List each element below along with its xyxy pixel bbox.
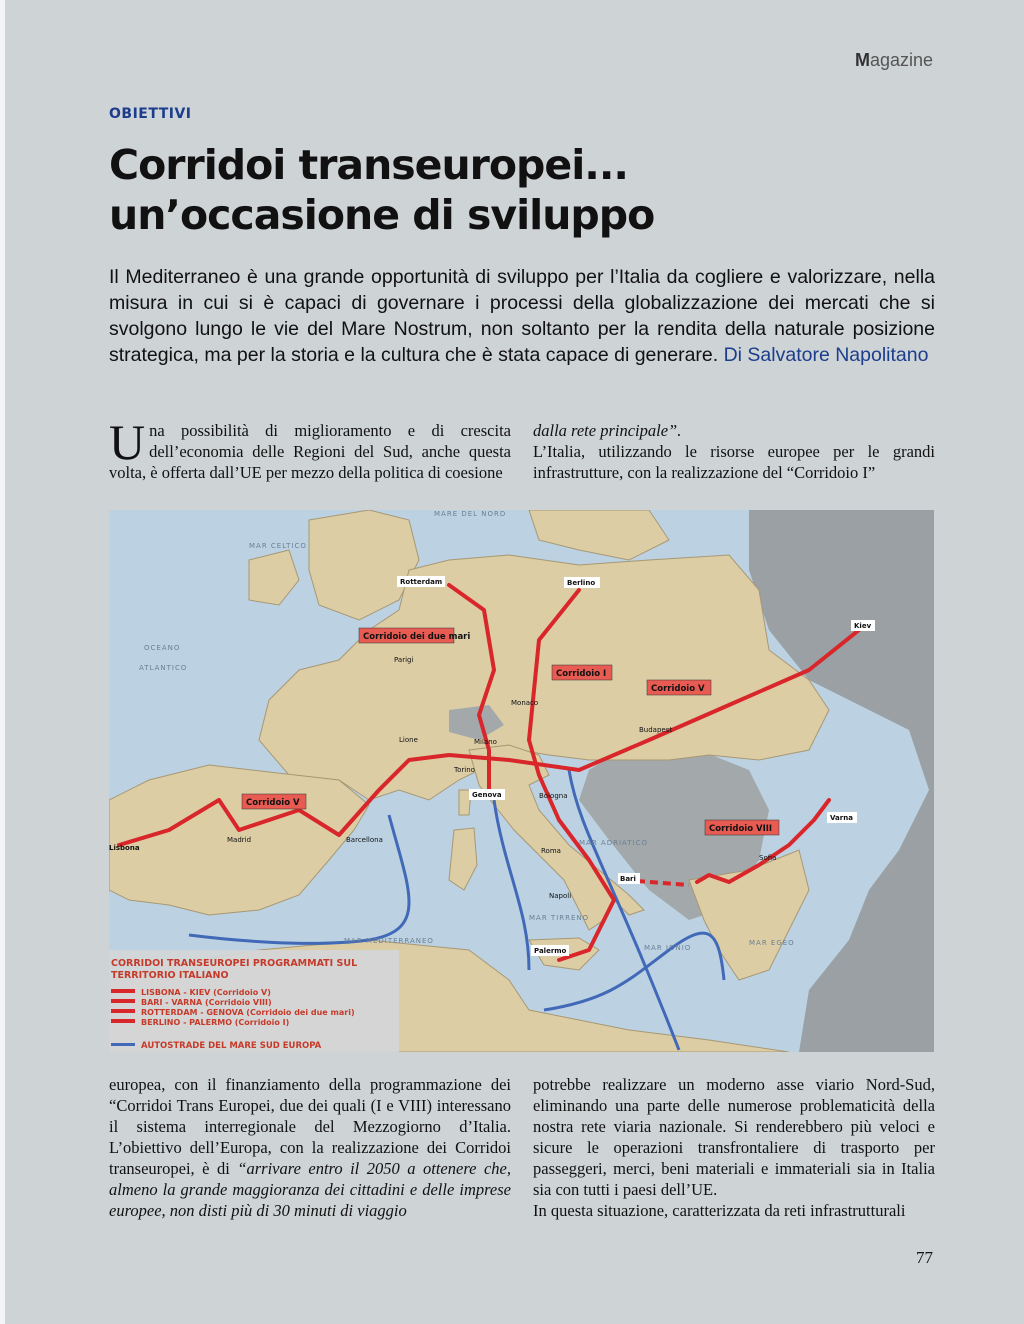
lead-author: Di Salvatore Napolitano: [723, 344, 929, 366]
legend-item-1: LISBONA - KIEV (Corridoio V): [141, 988, 271, 997]
city-milano: Milano: [474, 738, 497, 746]
city-rotterdam: Rotterdam: [400, 578, 443, 586]
city-barcellona: Barcellona: [346, 836, 383, 844]
sea-label-mar-tirreno: MAR TIRRENO: [529, 914, 590, 922]
city-lisbona: Lisbona: [109, 844, 140, 852]
city-palermo: Palermo: [534, 947, 567, 955]
magazine-header: [855, 50, 933, 71]
city-genova: Genova: [472, 791, 502, 799]
sea-label-mar-mediterraneo: MAR MEDITERRANEO: [344, 937, 434, 945]
city-budapest: Budapest: [639, 726, 673, 734]
legend-item-4: BERLINO - PALERMO (Corridoio I): [141, 1018, 290, 1027]
city-roma: Roma: [541, 847, 561, 855]
city-lione: Lione: [399, 736, 418, 744]
sea-label-mar-egeo: MAR EGEO: [749, 939, 795, 947]
city-bologna: Bologna: [539, 792, 568, 800]
city-monaco: Monaco: [511, 699, 539, 707]
city-madrid: Madrid: [227, 836, 252, 844]
sea-label-mar-adriatico: MAR ADRIATICO: [579, 839, 649, 847]
page-number: 77: [916, 1248, 933, 1267]
column-1-top-text: na possibilità di miglioramento e di crescita dell’economia delle Regioni del Sud, anche questa volta, è offerta dall’UE per mezzo della politica di coesione: [109, 421, 511, 482]
drop-cap: U: [109, 414, 146, 470]
label-corridoio-due-mari: Corridoio dei due mari: [363, 632, 471, 642]
legend-title-line-2: TERRITORIO ITALIANO: [111, 970, 229, 981]
magazine-name-rest: agazine: [869, 50, 933, 70]
title-line-2: un’occasione di sviluppo: [109, 191, 655, 239]
column-1-bottom-italic: “arrivare entro il 2050 a ottenere che, almeno la grande maggioranza dei cittadini e delle imprese europee, non disti più di 30 minuti di viaggio: [109, 1159, 511, 1220]
label-corridoio-viii: Corridoio VIII: [709, 824, 773, 834]
article-lead: [109, 264, 935, 368]
column-2-bottom: [533, 1074, 935, 1221]
legend-sea-item: AUTOSTRADE DEL MARE SUD EUROPA: [141, 1041, 322, 1051]
city-kiev: Kiev: [854, 622, 872, 630]
column-1-bottom: [109, 1074, 511, 1221]
city-bari: Bari: [620, 875, 636, 883]
sea-label-atlantico: ATLANTICO: [139, 664, 188, 672]
corridors-map: [109, 510, 934, 1052]
column-2-bottom-p1: potrebbe realizzare un moderno asse viario Nord-Sud, eliminando una parte delle numerose problematicità della nostra rete viaria nazionale. Si renderebbero più veloci e sicure le operazioni transfrontaliere di trasporto per passeggeri, merci, beni materiali e immateriali sia in Italia sia con tutti i paesi dell’UE.: [533, 1075, 935, 1199]
city-napoli: Napoli: [549, 892, 572, 900]
label-corridoio-v-west: Corridoio V: [246, 798, 300, 808]
article-title: [109, 140, 929, 240]
title-line-1: Corridoi transeuropei...: [109, 141, 628, 189]
column-1-bottom-text: europea, con il finanziamento della programmazione dei “Corridoi Trans Europei, due dei quali (I e VIII) interessano il sistema interregionale del Mezzogiorno d’Italia. L’obiettivo dell’Europa, con la realizzazione dei Corridoi transeuropei, è di: [109, 1075, 511, 1178]
column-1-top: [109, 414, 511, 483]
column-2-top-text: L’Italia, utilizzando le risorse europee per le grandi infrastrutture, con la realizzazione del “Corridoio I”: [533, 442, 935, 482]
city-torino: Torino: [454, 766, 475, 774]
column-2-top-italic: dalla rete principale”.: [533, 421, 682, 440]
label-corridoio-v-east: Corridoio V: [651, 684, 705, 694]
legend-title-line-1: CORRIDOI TRANSEUROPEI PROGRAMMATI SUL: [111, 958, 358, 969]
page-edge: [0, 0, 5, 1324]
city-berlino: Berlino: [567, 579, 596, 587]
label-corridoio-i: Corridoio I: [556, 669, 607, 679]
magazine-initial: M: [854, 50, 870, 70]
sea-label-mare-del-nord: MARE DEL NORD: [434, 510, 507, 518]
section-kicker: OBIETTIVI: [109, 106, 192, 122]
sea-label-mar-ionio: MAR IONIO: [644, 944, 692, 952]
column-2-bottom-p2: In questa situazione, caratterizzata da reti infrastrutturali: [533, 1201, 906, 1220]
city-varna: Varna: [830, 814, 853, 822]
sea-label-oceano: OCEANO: [144, 644, 181, 652]
city-sofia: Sofia: [759, 854, 777, 862]
lead-text: Il Mediterraneo è una grande opportunità di sviluppo per l’Italia da cogliere e valorizzare, nella misura in cui si è capaci di governare i processi della globalizzazione dei mercati che si svolgono lungo le vie del Mare Nostrum, non soltanto per la rendita della naturale posizione strategica, ma per la storia e la cultura che è stata capace di generare.: [109, 266, 935, 366]
map-legend: [109, 950, 399, 1052]
column-2-top: [533, 420, 935, 483]
legend-item-3: ROTTERDAM - GENOVA (Corridoio dei due mari): [141, 1008, 355, 1017]
legend-item-2: BARI - VARNA (Corridoio VIII): [141, 998, 272, 1007]
sea-label-mar-celtico: MAR CELTICO: [249, 542, 307, 550]
city-parigi: Parigi: [394, 656, 414, 664]
